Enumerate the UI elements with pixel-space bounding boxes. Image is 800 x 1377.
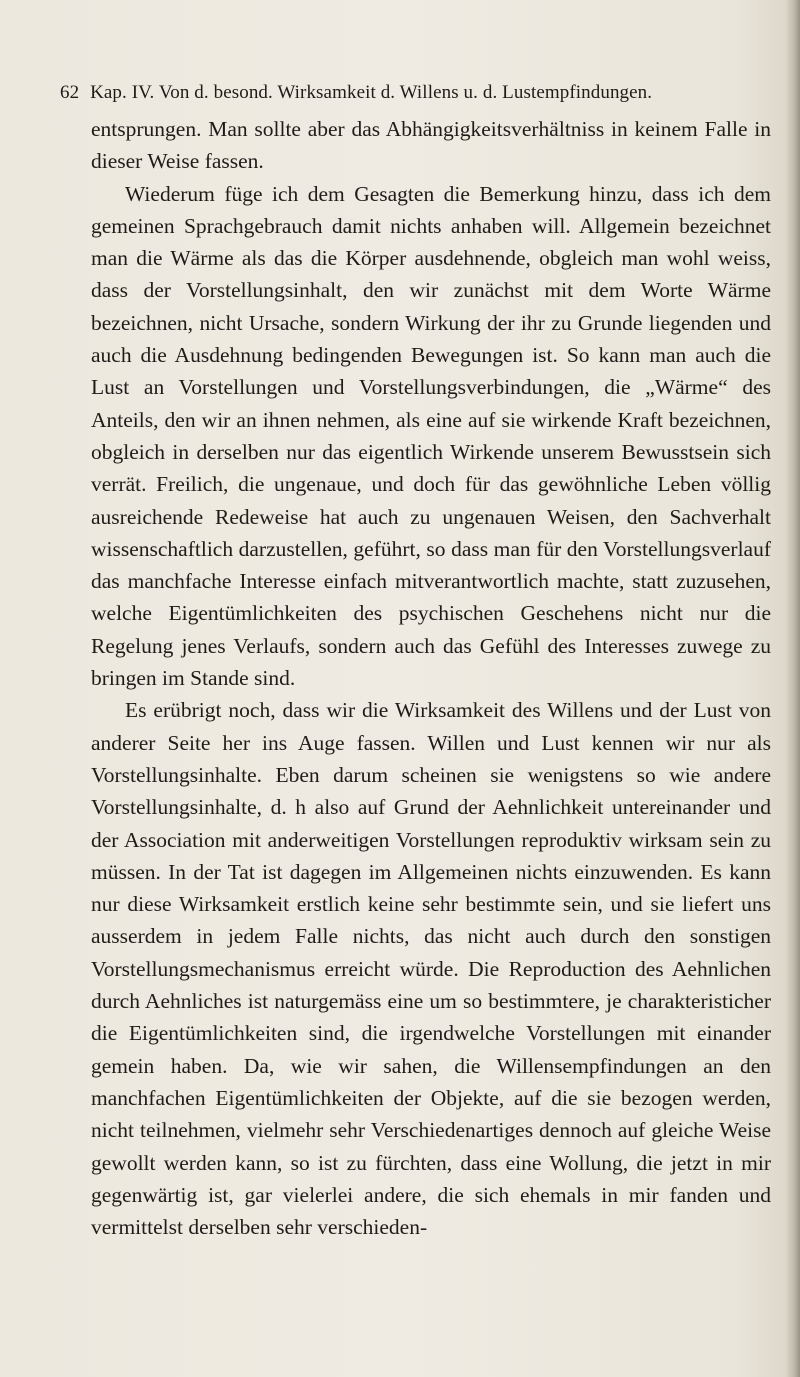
- paragraph: Es erübrigt noch, dass wir die Wirksamkeit des Willens und der Lust von anderer Seite her ins Auge fassen. Willen und Lust kennen wir nur als Vorstellungsinhalte. Eben darum scheinen sie wenigstens so wie andere Vorstellungsinhalte, d. h also auf Grund der Aehnlichkeit untereinander und der Association mit anderweitigen Vorstellungen reproduktiv wirksam sein zu müssen. In der Tat ist dagegen im Allgemeinen nichts einzuwenden. Es kann nur diese Wirksamkeit erstlich keine sehr bestimmte sein, und sie liefert uns ausserdem in jedem Falle nichts, das nicht auch durch den sonstigen Vorstellungsmechanismus erreicht würde. Die Reproduction des Aehnlichen durch Aehnliches ist naturgemäss eine um so bestimmtere, je charakteristicher die Eigentümlichkeiten sind, die irgendwelche Vorstellungen mit einander gemein haben. Da, wie wir sahen, die Willensempfindungen an den manchfachen Eigentümlichkeiten der Objekte, auf die sie bezogen werden, nicht teilnehmen, vielmehr sehr Verschiedenartiges dennoch auf gleiche Weise gewollt werden kann, so ist zu fürchten, dass eine Wollung, die jetzt in mir gegenwärtig ist, gar vielerlei andere, die sich ehemals in mir fanden und vermittelst derselben sehr verschieden-: [91, 698, 771, 1240]
- body-text: [91, 113, 771, 1243]
- paragraph-continuation: entsprungen. Man sollte aber das Abhängigkeitsverhältniss in keinem Falle in dieser Weise fassen.: [91, 117, 771, 174]
- page-edge-shadow: [786, 0, 800, 1377]
- page-number: 62: [60, 82, 80, 103]
- running-head: [60, 80, 772, 106]
- paragraph: Wiederum füge ich dem Gesagten die Bemerkung hinzu, dass ich dem gemeinen Sprachgebrauch damit nichts anhaben will. Allgemein bezeichnet man die Wärme als das die Körper ausdehnende, obgleich man wohl weiss, dass der Vorstellungsinhalt, den wir zunächst mit dem Worte Wärme bezeichnen, nicht Ursache, sondern Wirkung der ihr zu Grunde liegenden und auch die Ausdehnung bedingenden Bewegungen ist. So kann man auch die Lust an Vorstellungen und Vorstellungsverbindungen, die „Wärme“ des Anteils, den wir an ihnen nehmen, als eine auf sie wirkende Kraft bezeichnen, obgleich in derselben nur das eigentlich Wirkende unserem Bewusstsein sich verrät. Freilich, die ungenaue, und doch für das gewöhnliche Leben völlig ausreichende Redeweise hat auch zu ungenauen Weisen, den Sachverhalt wissenschaftlich darzustellen, geführt, so dass man für den Vorstellungsverlauf das manchfache Interesse einfach mitverantwortlich machte, statt zuzusehen, welche Eigentümlichkeiten des psychischen Geschehens nicht nur die Regelung jenes Verlaufs, sondern auch das Gefühl des Interesses zuwege zu bringen im Stande sind.: [91, 181, 771, 691]
- chapter-title: Kap. IV. Von d. besond. Wirksamkeit d. Willens u. d. Lustempfindungen.: [90, 82, 653, 103]
